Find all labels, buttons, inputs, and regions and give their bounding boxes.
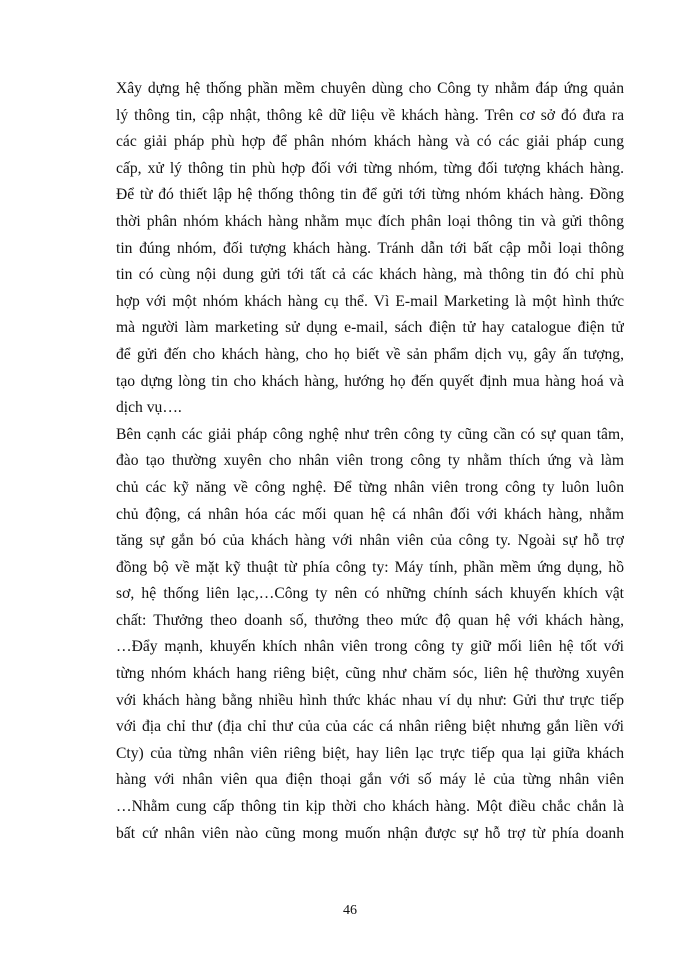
- text-line: với khách hàng bằng nhiều hình thức khác nhau ví dụ như: Gửi thư trực tiếp: [116, 691, 624, 709]
- text-line: dịch vụ….: [116, 399, 182, 417]
- text-line: các giải pháp phù hợp để phân nhóm khách hàng và có các giải pháp cung: [116, 133, 624, 151]
- paragraph-1: [116, 76, 624, 422]
- body-text: [116, 76, 624, 847]
- page-number: 46: [343, 903, 357, 918]
- text-line: tin có cùng nội dung gửi tới tất cả các khách hàng, mà thông tin đó chỉ phù: [116, 266, 624, 284]
- text-line: Xây dựng hệ thống phần mềm chuyên dùng cho Công ty nhằm đáp ứng quản: [116, 80, 624, 97]
- text-line: đồng bộ về mặt kỹ thuật từ phía công ty: Máy tính, phần mềm ứng dụng, hồ: [116, 558, 624, 576]
- text-line: hàng với nhân viên qua điện thoại gắn với số máy lẻ của từng nhân viên: [116, 771, 624, 789]
- text-line: cấp, xử lý thông tin phù hợp đối với từng nhóm, từng đối tượng khách hàng.: [116, 159, 624, 177]
- text-line: tăng sự gắn bó của khách hàng với nhân viên của công ty. Ngoài sự hỗ trợ: [116, 532, 624, 550]
- text-line: với địa chỉ thư (địa chỉ thư của của các cá nhân riêng biệt nhưng gắn liền với: [116, 718, 624, 736]
- text-line: hợp với một nhóm khách hàng cụ thể. Vì E-mail Marketing là một hình thức: [116, 292, 624, 310]
- text-line: lý thông tin, cập nhật, thông kê dữ liệu về khách hàng. Trên cơ sở đó đưa ra: [116, 106, 624, 124]
- text-line: …Nhằm cung cấp thông tin kịp thời cho khách hàng. Một điều chắc chắn là: [116, 798, 624, 816]
- text-line: chủ các kỹ năng về công nghệ. Để từng nhân viên trong công ty luôn luôn: [116, 478, 624, 496]
- text-line: thời phân nhóm khách hàng nhằm mục đích phân loại thông tin và gửi thông: [116, 212, 624, 230]
- text-line: sơ, hệ thống liên lạc,…Công ty nên có những chính sách khuyến khích vật: [116, 585, 624, 603]
- text-line: mà người làm marketing sử dụng e-mail, sách điện tử hay catalogue điện tử: [116, 319, 624, 337]
- text-line: Bên cạnh các giải pháp công nghệ như trên công ty cũng cần có sự quan tâm,: [116, 425, 624, 443]
- text-line: tạo dựng lòng tin cho khách hàng, hướng họ đến quyết định mua hàng hoá và: [116, 372, 624, 390]
- text-line: Để từ đó thiết lập hệ thống thông tin để gửi tới từng nhóm khách hàng. Đồng: [116, 186, 624, 204]
- text-line: …Đẩy mạnh, khuyến khích nhân viên trong công ty giữ mối liên hệ tốt với: [116, 638, 624, 656]
- text-line: chủ động, cá nhân hóa các mối quan hệ cá nhân đối với khách hàng, nhằm: [116, 505, 624, 523]
- text-line: để gửi đến cho khách hàng, cho họ biết về sản phẩm dịch vụ, gây ấn tượng,: [116, 345, 624, 363]
- paragraph-2: [116, 422, 624, 848]
- text-line: bất cứ nhân viên nào cũng mong muốn nhận được sự hỗ trợ từ phía doanh: [116, 824, 624, 842]
- text-line: đào tạo thường xuyên cho nhân viên trong công ty nhằm thích ứng và làm: [116, 452, 624, 470]
- text-line: từng nhóm khách hang riêng biệt, cũng như chăm sóc, liên hệ thường xuyên: [116, 665, 624, 683]
- text-line: chất: Thưởng theo doanh số, thưởng theo mức độ quan hệ với khách hàng,: [116, 611, 624, 629]
- text-line: tin đúng nhóm, đối tượng khách hàng. Tránh dẫn tới bất cập mỗi loại thông: [116, 239, 624, 257]
- text-line: Cty) của từng nhân viên riêng biệt, hay liên lạc trực tiếp qua lại giữa khách: [116, 744, 624, 762]
